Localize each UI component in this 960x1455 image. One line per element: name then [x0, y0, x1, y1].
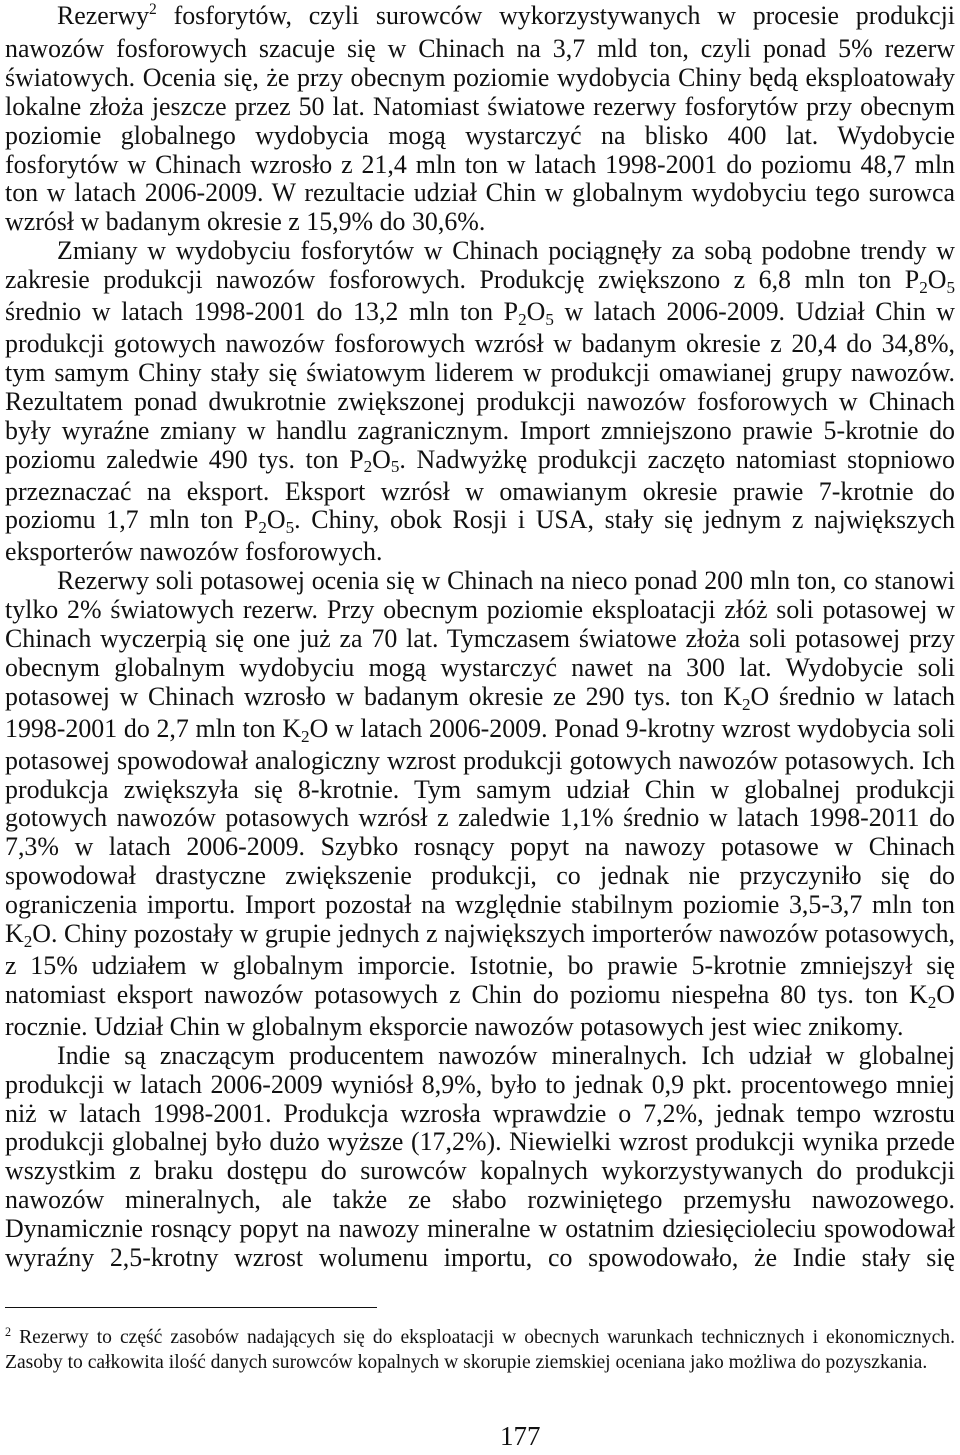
chemical-subscript: 2: [518, 309, 527, 329]
chemical-subscript: 2: [301, 726, 310, 746]
footnote-marker: 2: [5, 1325, 12, 1340]
chemical-subscript: 2: [23, 931, 33, 951]
body-text: [5, 2, 955, 1273]
chemical-subscript: 2: [919, 277, 928, 297]
text-run: w latach 2006-2009. Udział Chin w produkcji gotowych nawozów fosforowych wzrósł w badanym okresie z 20,4 do 34,8%, tym samym Chiny stały się światowym liderem w produkcji omawianej grupy nawozów. Rezultatem ponad dwukrotnie zwiększonej produkcji nawozów fosforowych w Chinach były wyraźne zmiany w handlu zagranicznym. Import zmniejszono prawie 5-krotnie do poziomu zaledwie 490 tys. ton P: [5, 297, 955, 474]
text-run: . Nadwyżkę produkcji zaczęto natomiast stopniowo przeznaczać na eksport. Eksport wzrósł w omawianym okresie prawie 7-krotnie do poziomu 1,7 mln ton P: [5, 444, 955, 535]
paragraph-phosphorite-reserves: [5, 2, 955, 237]
text-run: O: [266, 505, 286, 535]
paragraph-phosphate-fertilizer-production: [5, 237, 955, 567]
paragraph-india: [5, 1042, 955, 1273]
chemical-subscript: 2: [742, 694, 751, 714]
chemical-subscript: 5: [390, 457, 400, 477]
text-run: fosforytów, czyli surowców wykorzystywanych w procesie produkcji nawozów fosforowych szacuje się w Chinach na 3,7 mld ton, czyli ponad 5% rezerw światowych. Ocenia się, że przy obecnym poziomie wydobycia Chiny będą eksploatowały lokalne złoża jeszcze przez 50 lat. Natomiast światowe rezerwy fosforytów przy obecnym poziomie globalnego wydobycia mogą wystarczyć na blisko 400 lat. Wydobycie fosforytów w Chinach wzrosło z 21,4 mln ton w latach 1998-2001 do poziomu 48,7 mln ton w latach 2006-2009. W rezultacie udział Chin w globalnym wydobyciu tego surowca wzrósł w badanym okresie z 15,9% do 30,6%.: [5, 1, 955, 237]
footnote-divider: [5, 1307, 377, 1308]
text-run: . Chiny, obok Rosji i USA, stały się jednym z największych eksporterów nawozów fosforowych.: [5, 505, 955, 567]
text-run: Zmiany w wydobyciu fosforytów w Chinach pociągnęły za sobą podobne trendy w zakresie produkcji nawozów fosforowych. Produkcję zwiększono z 6,8 mln ton P: [5, 236, 955, 295]
text-run: O: [372, 444, 391, 474]
page-number: 177: [500, 1421, 541, 1451]
text-run: Rezerwy: [57, 1, 150, 30]
text-run: O w latach 2006-2009. Ponad 9-krotny wzrost wydobycia soli potasowej spowodował analogiczny wzrost produkcji gotowych nawozów potasowych. Ich produkcja zwiększyła się 8-krotnie. Tym samym udział Chin w globalnej produkcji gotowych nawozów potasowych wzrósł z zaledwie 1,1% średnio w latach 1998-2011 do 7,3% w latach 2006-2009. Szybko rosnący popyt na nawozy potasowe w Chinach spowodował drastyczne zwiększenie produkcji, co jednak nie przyczyniło się do ograniczenia importu. Import pozostał na względnie stabilnym poziomie 3,5-3,7 mln ton K: [5, 713, 955, 949]
text-run: średnio w latach 1998-2001 do 13,2 mln ton P: [5, 297, 519, 327]
text-run: O. Chiny pozostały w grupie jednych z największych importerów nawozów potasowych, z 15% udziałem w globalnym imporcie. Istotnie, bo prawie 5-krotnie zmniejszył się natomiast eksport nawozów potasowych z Chin do poziomu niespełna 80 tys. ton K: [5, 919, 955, 1009]
chemical-subscript: 2: [363, 457, 373, 477]
text-run: O średnio w latach 1998-2001 do 2,7 mln ton K: [5, 681, 955, 743]
text-run: Rezerwy to część zasobów nadających się do eksploatacji w obecnych warunkach technicznych i ekonomicznych. Zasoby to całkowita ilość danych surowców kopalnych w skorupie ziemskiej oceniana jako możliwa do pozyszkania.: [5, 1327, 955, 1373]
footnote: [5, 1326, 955, 1375]
text-run: Indie są znaczącym producentem nawozów mineralnych. Ich udział w globalnej produkcji w latach 2006-2009 wyniósł 8,9%, było to jednak 0,9 pkt. procentowego mniej niż w latach 1998-2001. Produkcja wzrosła wprawdzie o 7,2%, jednak tempo wzrostu produkcji globalnej było dużo wyższe (17,2%). Niewielki wzrost produkcji wynika przede wszystkim z braku dostępu do surowców kopalnych wykorzystywanych do produkcji nawozów mineralnych, ale także ze słabo rozwiniętego przemysłu nawozowego. Dynamicznie rosnący popyt na nawozy mineralne w ostatnim dziesięcioleciu spowodował wyraźny 2,5-krotny wzrost wolumenu importu, co spowodowało, że Indie stały się: [5, 1040, 955, 1273]
paragraph-potash-reserves: [5, 567, 955, 1042]
text-run: O: [526, 297, 546, 327]
chemical-subscript: 5: [545, 309, 554, 329]
text-run: O: [927, 265, 947, 295]
text-run: Rezerwy soli potasowej ocenia się w Chinach na nieco ponad 200 mln ton, co stanowi tylko 2% światowych rezerw. Przy obecnym poziomie eksploatacji złóż soli potasowej w Chinach wyczerpią się one już za 70 lat. Tymczasem światowe złoża soli potasowej przy obecnym globalnym wydobyciu mogą wystarczyć nawet na 300 lat. Wydobycie soli potasowej w Chinach wzrosło w badanym okresie ze 290 tys. ton K: [5, 566, 955, 711]
text-run: O rocznie. Udział Chin w globalnym eksporcie nawozów potasowych jest wiec znikomy.: [5, 979, 955, 1041]
chemical-subscript: 2: [258, 518, 267, 538]
chemical-subscript: 5: [946, 277, 955, 297]
chemical-subscript: 2: [927, 992, 937, 1012]
footnote-reference: 2: [149, 1, 157, 19]
chemical-subscript: 5: [285, 518, 295, 538]
